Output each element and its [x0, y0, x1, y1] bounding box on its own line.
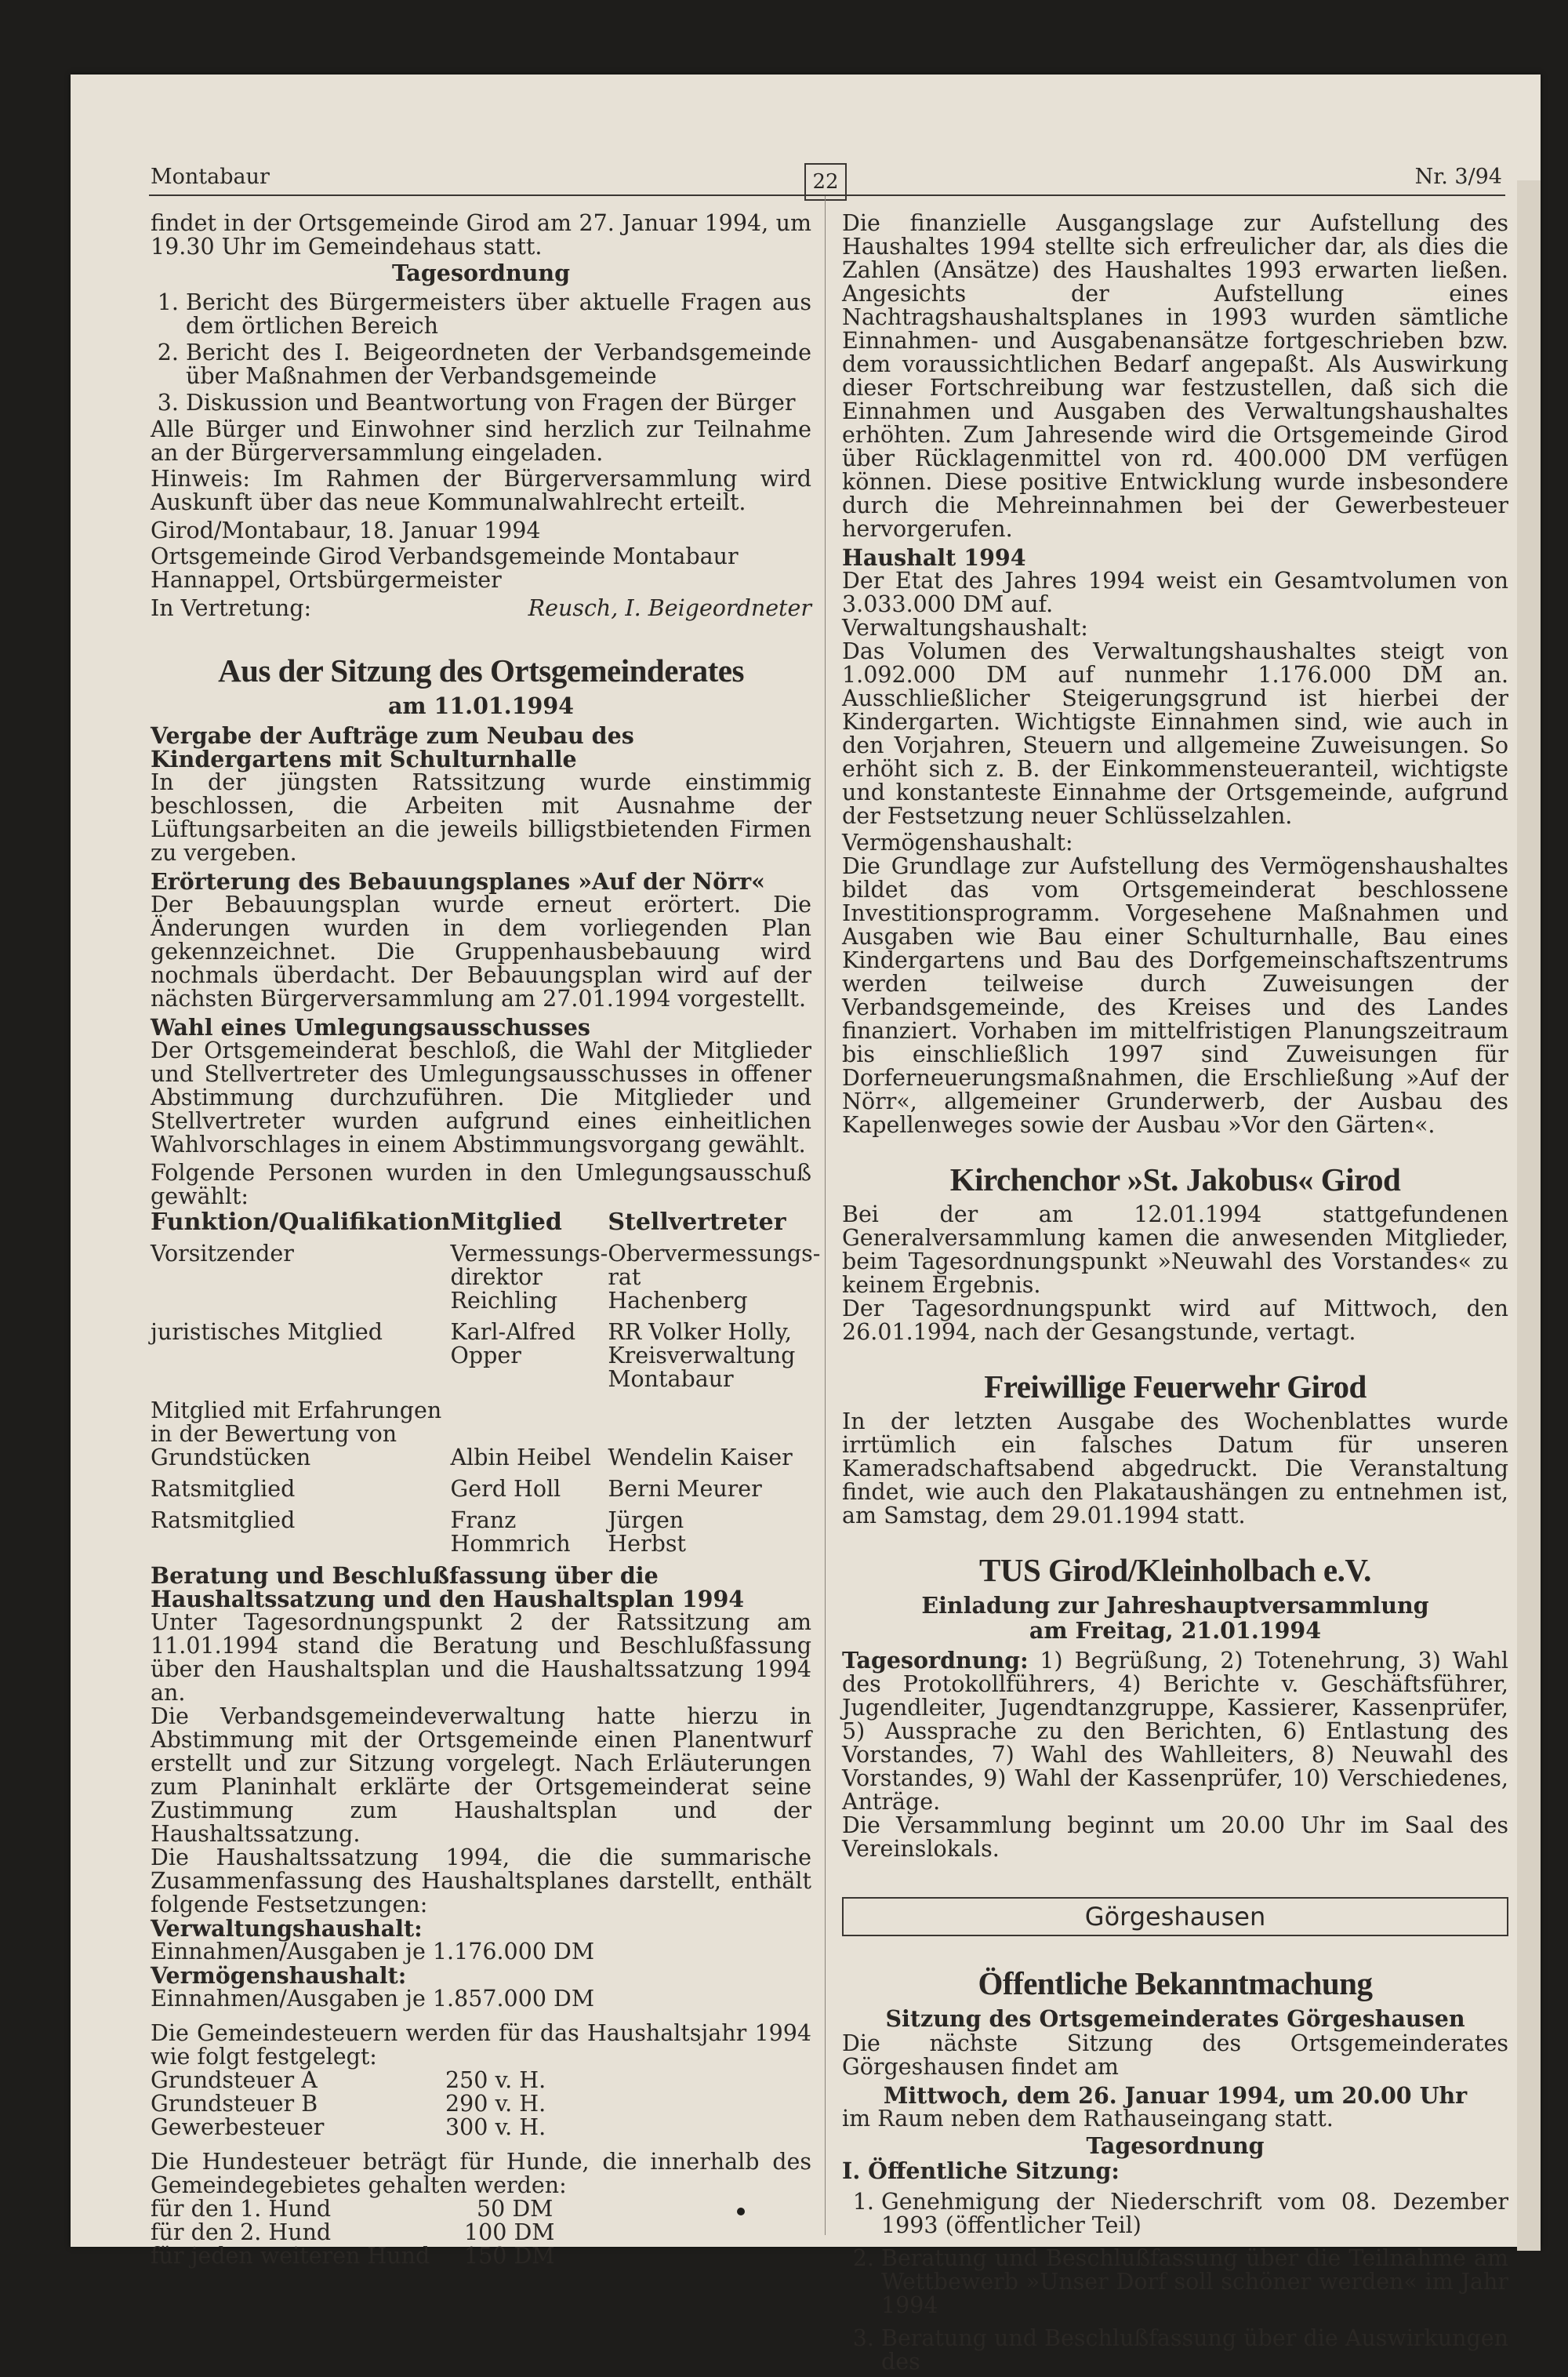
section-heading: Beratung und Beschlußfassung über die Haushaltssatzung und den Haushaltsplan 1994 [151, 1562, 745, 1612]
header-rule [149, 194, 1505, 196]
header-location: Montabaur [151, 165, 270, 189]
table-header: Funktion/Qualifikation [151, 1208, 451, 1236]
table-cell: Mitglied mit Erfahrungen in der Bewertung von Grundstücken [151, 1397, 442, 1470]
firebrigade-title: Freiwillige Feuerwehr Girod [984, 1368, 1367, 1405]
section-text: Unter Tagesordnungspunkt 2 der Ratssitzung am 11.01.1994 stand die Beratung und Beschlußfassung über den Haushaltsplan und die Haushaltssatzung 1994 an. [151, 1609, 811, 1706]
committee-table [151, 1208, 821, 1557]
tax-intro: Die Gemeindesteuern werden für das Haushaltsjahr 1994 wie folgt festgelegt: [151, 2020, 811, 2070]
section-heading: Erörterung des Bebauungsplanes »Auf der Nörr« [151, 868, 765, 895]
rep-name: Reusch, I. Beigeordneter [528, 595, 811, 621]
tus-agenda-items: 1) Begrüßung, 2) Totenehrung, 3) Wahl des Protokollführers, 4) Berichte v. Geschäftsführer, Jugendleiter, Jugendtanzgruppe, Kassierer, Kassenprüfer, 5) Aussprache zu den Berichten, 6) Entlastung des Vorstandes, 7) Wahl des Wahlleiters, 8) Neuwahl des Vorstandes, 9) Wahl der Kassenprüfer, 10) Verschiedenes, Anträge. [842, 1648, 1508, 1815]
finance-text: Die finanzielle Ausgangslage zur Aufstellung des Haushaltes 1994 stellte sich erfreulicher dar, als dies die Zahlen (Ansätze) des Haushaltes 1993 erwarten ließen. Angesichts der Aufstellung eines Nachtragshaushaltsplanes in 1993 wurden sämtliche Einnahmen- und Ausgabenansätze fortgeschrieben bzw. dem voraussichtlichen Bedarf angepaßt. Als Auswirkung dieser Fortschreibung war festzustellen, daß sich die Einnahmen und Ausgaben des Verwaltungshaushaltes erhöhten. Zum Jahresende wird die Ortsgemeinde Girod über Rücklagenmittel von rd. 400.000 DM verfügen können. Diese positive Entwicklung wurde insbesondere durch die Mehreinnahmen bei der Gewerbesteuer hervorgerufen. [842, 210, 1508, 542]
tus-text: Die Versammlung beginnt um 20.00 Uhr im Saal des Vereinslokals. [842, 1812, 1508, 1862]
agenda-item: 3. Beratung und Beschlußfassung über die Auswirkungen des [881, 2327, 1508, 2374]
agenda-list [151, 291, 811, 415]
page-number: 22 [804, 163, 847, 201]
notice-subtitle: Sitzung des Ortsgemeinderates Görgeshausen [885, 2005, 1465, 2032]
invite-text: Alle Bürger und Einwohner sind herzlich zur Teilnahme an der Bürgerversammlung eingeladen. [151, 416, 811, 466]
table-row [151, 2116, 811, 2139]
table-cell: 50 DM [477, 2196, 554, 2222]
table-row [151, 1399, 820, 1470]
header-issue: Nr. 3/94 [1414, 165, 1502, 189]
budget-value: Einnahmen/Ausgaben je 1.176.000 DM [151, 1939, 595, 1964]
choir-text: Bei der am 12.01.1994 stattgefundenen Generalversammlung kamen die anwesenden Mitglieder, beim Tagesordnungspunkt »Neuwahl des Vorstandes« zu keinem Ergebnis. [842, 1201, 1508, 1298]
place-date: Girod/Montabaur, 18. Januar 1994 [151, 518, 541, 543]
table-cell: juristisches Mitglied [151, 1319, 383, 1345]
signature-line [151, 597, 811, 620]
mayor: Hannappel, Ortsbürgermeister [151, 567, 502, 593]
section-text: Das Volumen des Verwaltungshaushaltes steigt von 1.092.000 DM auf nunmehr 1.176.000 DM an. Ausschließlicher Steigerungsgrund ist hierbei der Kindergarten. Wichtigste Einnahmen sind, wie auch in den Vorjahren, Steuern und allgemeine Zuweisungen. So erhöht sich z. B. der Einkommensteueranteil, wichtigste und konstanteste Einnahme der Ortsgemeinde, aufgrund der Festsetzung neuer Schlüsselzahlen. [842, 638, 1508, 829]
section-text: Die Verbandsgemeindeverwaltung hatte hierzu in Abstimmung mit der Ortsgemeinde einen Planentwurf erstellt und zur Sitzung vorgelegt. Nach Erläuterungen zum Planinhalt erklärte der Ortsgemeinderat seine Zustimmung zum Haushaltsplan und der Haushaltssatzung. [151, 1703, 811, 1847]
budget-label: Vermögenshaushalt: [842, 830, 1073, 856]
rep-label: In Vertretung: [151, 595, 312, 621]
table-cell: für jeden weiteren Hund [151, 2243, 430, 2269]
choir-text: Der Tagesordnungspunkt wird auf Mittwoch, den 26.01.1994, nach der Gesangstunde, vertagt. [842, 1296, 1508, 1345]
column-divider [825, 196, 826, 2235]
table-cell: Grundsteuer A [151, 2067, 318, 2093]
tus-date: am Freitag, 21.01.1994 [1029, 1617, 1322, 1644]
budget-label: Verwaltungshaushalt: [151, 1915, 423, 1942]
agenda-item: 2. Bericht des I. Beigeordneten der Verbandsgemeinde über Maßnahmen der Verbandsgemeinde [186, 341, 811, 388]
table-row [151, 1321, 820, 1391]
table-cell: Karl-Alfred Opper [450, 1319, 576, 1368]
authority: Ortsgemeinde Girod Verbandsgemeinde Montabaur [151, 543, 739, 569]
table-row [151, 1242, 820, 1313]
notice-public-label: I. Öffentliche Sitzung: [842, 2157, 1120, 2184]
table-row [151, 2092, 811, 2116]
dog-tax-table [151, 2197, 811, 2268]
dog-tax-intro: Die Hundesteuer beträgt für Hunde, die innerhalb des Gemeindegebietes gehalten werden: [151, 2149, 811, 2198]
session-date: am 11.01.1994 [387, 692, 575, 719]
table-cell: für den 1. Hund [151, 2196, 332, 2222]
table-cell: 150 DM [464, 2243, 555, 2269]
table-cell: RR Volker Holly, Kreisverwaltung Montabaur [608, 1319, 796, 1392]
table-row [151, 2221, 811, 2244]
notice-date: Mittwoch, dem 26. Januar 1994, um 20.00 Uhr [883, 2082, 1468, 2109]
section-text: Der Ortsgemeinderat beschloß, die Wahl der Mitglieder und Stellvertreter des Umlegungsausschusses in offener Abstimmung durchzuführen. Die Mitglieder und Stellvertreter wurden aufgrund eines einheitlichen Wahlvorschlages in einem Abstimmungsvorgang gewählt. [151, 1038, 811, 1158]
table-cell: Ratsmitglied [151, 1476, 296, 1502]
notice-agenda-title: Tagesordnung [1086, 2132, 1265, 2159]
table-header: Mitglied [450, 1208, 562, 1236]
notice-agenda-list [842, 2190, 1508, 2374]
firebrigade-text: In der letzten Ausgabe des Wochenblattes wurde irrtümlich ein falsches Datum für unseren Kameradschaftsabend abgedruckt. Die Veranstaltung findet, wie auch den Plakataushängen zu entnehmen ist, am Samstag, dem 29.01.1994 statt. [842, 1408, 1508, 1528]
notice-title: Öffentliche Bekanntmachung [978, 1965, 1373, 2001]
paper-mark [737, 2208, 745, 2215]
table-cell: 250 v. H. [445, 2067, 546, 2093]
section-text: Die Haushaltssatzung 1994, die die summarische Zusammenfassung des Haushaltsplanes darstellt, enthält folgende Festsetzungen: [151, 1845, 811, 1917]
tus-title: TUS Girod/Kleinholbach e.V. [979, 1552, 1371, 1588]
table-cell: Obervermessungs- rat Hachenberg [608, 1241, 821, 1314]
table-cell: Gewerbesteuer [151, 2114, 325, 2140]
region-banner: Görgeshausen [842, 1897, 1508, 1936]
table-cell: Vorsitzender [151, 1241, 294, 1267]
agenda-item: 3. Diskussion und Beantwortung von Fragen der Bürger [186, 391, 811, 415]
hint-text: Hinweis: Im Rahmen der Bürgerversammlung wird Auskunft über das neue Kommunalwahlrecht erteilt. [151, 466, 811, 515]
tax-table [151, 2069, 811, 2139]
table-cell: Wendelin Kaiser [608, 1445, 793, 1470]
section-text: Der Etat des Jahres 1994 weist ein Gesamtvolumen von 3.033.000 DM auf. [842, 568, 1508, 617]
left-column [151, 210, 821, 2269]
table-row [151, 1509, 820, 1556]
section-heading: Haushalt 1994 [842, 544, 1026, 571]
agenda-item: 2. Beratung und Beschlußfassung über die Teilnahme am Wettbewerb »Unser Dorf soll schöner werden« im Jahr 1994 [881, 2247, 1508, 2317]
table-header: Stellvertreter [608, 1208, 786, 1236]
table-row [151, 2244, 811, 2268]
session-title: Aus der Sitzung des Ortsgemeinderates [218, 652, 744, 689]
notice-place: im Raum neben dem Rathauseingang statt. [842, 2106, 1334, 2132]
section-heading: Wahl eines Umlegungsausschusses [151, 1014, 590, 1041]
right-column [842, 212, 1508, 2377]
tus-agenda-label: Tagesordnung: [842, 1647, 1029, 1674]
section-text: In der jüngsten Ratssitzung wurde einstimmig beschlossen, die Arbeiten mit Ausnahme der Lüftungsarbeiten an die jeweils billigstbietenden Firmen zu vergeben. [151, 769, 811, 866]
table-cell: Albin Heibel [450, 1445, 592, 1470]
agenda-title: Tagesordnung [391, 260, 571, 286]
agenda-item: 1. Bericht des Bürgermeisters über aktuelle Fragen aus dem örtlichen Bereich [186, 291, 811, 338]
table-cell: Ratsmitglied [151, 1507, 296, 1533]
section-heading: Vergabe der Aufträge zum Neubau des Kindergartens mit Schulturnhalle [151, 722, 634, 772]
agenda-item: 1. Genehmigung der Niederschrift vom 08. Dezember 1993 (öffentlicher Teil) [881, 2190, 1508, 2237]
table-cell: 290 v. H. [445, 2091, 546, 2117]
table-cell: Berni Meurer [608, 1476, 762, 1502]
table-row [151, 2069, 811, 2092]
tus-agenda [842, 1648, 1508, 1814]
page-edge [1517, 180, 1541, 2251]
table-cell: Vermessungs- direktor Reichling [450, 1241, 608, 1314]
tus-subtitle: Einladung zur Jahreshauptversammlung [921, 1592, 1429, 1619]
table-cell: Grundsteuer B [151, 2091, 318, 2117]
table-cell: für den 2. Hund [151, 2219, 332, 2245]
table-cell: Jürgen Herbst [608, 1507, 686, 1557]
section-text: Folgende Personen wurden in den Umlegungsausschuß gewählt: [151, 1160, 811, 1209]
section-text: Die Grundlage zur Aufstellung des Vermögenshaushaltes bildet das vom Ortsgemeinderat beschlossene Investitionsprogramm. Vorgesehene Maßnahmen und Ausgaben wie Bau einer Schulturnhalle, Bau eines Kindergartens und Bau des Dorfgemeinschaftszentrums werden teilweise durch Zuweisungen der Verbandsgemeinde, des Kreises und des Landes finanziert. Vorhaben im mittelfristigen Planungszeitraum bis einschließlich 1997 sind Zuweisungen für Dorferneuerungsmaßnahmen, die Erschließung »Auf der Nörr«, allgemeiner Grunderwerb, der Ausbau des Kapellenweges sowie der Ausbau »Vor den Gärten«. [842, 853, 1508, 1138]
budget-label: Vermögenshaushalt: [151, 1962, 407, 1989]
table-cell: Gerd Holl [450, 1476, 561, 1502]
budget-label: Verwaltungshaushalt: [842, 615, 1088, 641]
table-cell: 300 v. H. [445, 2114, 546, 2140]
section-text: Der Bebauungsplan wurde erneut erörtert. Die Änderungen wurden in dem vorliegenden Plan gekennzeichnet. Die Gruppenhausbebauung wird nochmals überdacht. Der Bebauungsplan wird auf der nächsten Bürgerversammlung am 27.01.1994 vorgestellt. [151, 892, 811, 1012]
intro-text: findet in der Ortsgemeinde Girod am 27. Januar 1994, um 19.30 Uhr im Gemeindehaus statt. [151, 210, 811, 260]
table-cell: Franz Hommrich [450, 1507, 571, 1557]
table-cell: 100 DM [464, 2219, 555, 2245]
choir-title: Kirchenchor »St. Jakobus« Girod [949, 1161, 1401, 1198]
notice-text: Die nächste Sitzung des Ortsgemeinderates Görgeshausen findet am [842, 2030, 1508, 2080]
budget-value: Einnahmen/Ausgaben je 1.857.000 DM [151, 1986, 595, 2012]
table-row [151, 1477, 820, 1501]
table-row [151, 2197, 811, 2221]
